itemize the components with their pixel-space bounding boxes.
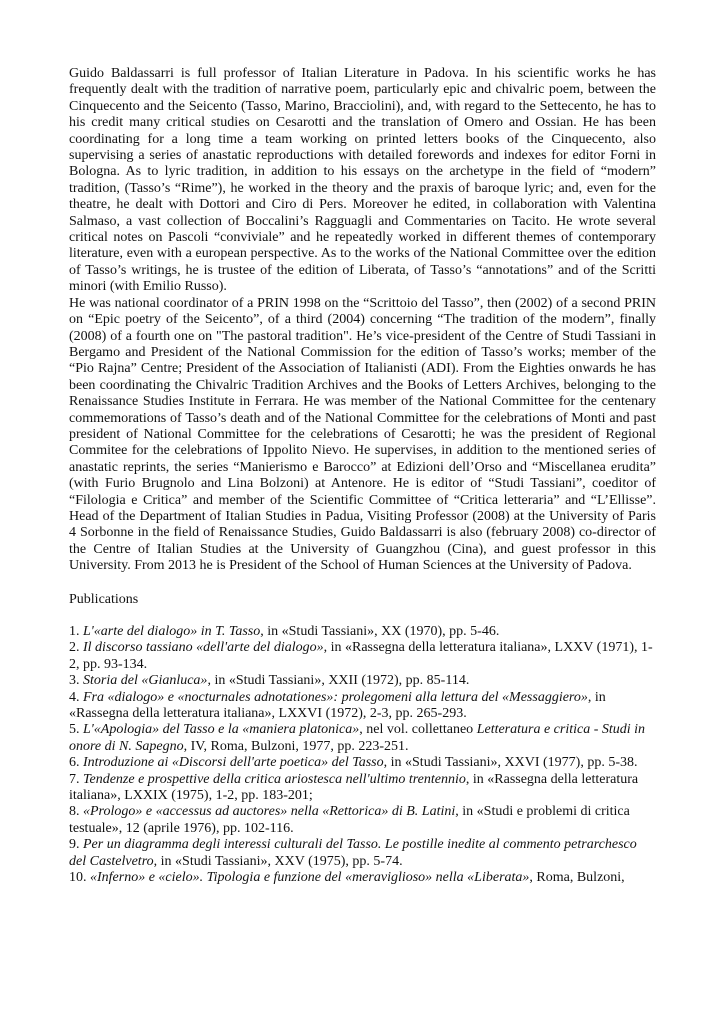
publication-title: Introduzione ai «Discorsi dell'arte poetica» del Tasso [83,755,384,771]
publication-title: «Prologo» e «accessus ad auctores» nella «Rettorica» di B. Latini [83,804,456,820]
publication-number: 5. [69,722,83,738]
publication-item [69,755,656,771]
publication-details: , in «Studi Tassiani», XXVI (1977), pp. 5-38. [383,755,638,771]
document-page [69,66,656,887]
publication-item [69,772,656,805]
publication-item [69,722,656,755]
publication-number: 4. [69,689,83,705]
publication-number: 9. [69,837,83,853]
bio-paragraph-2: He was national coordinator of a PRIN 1998 on the “Scrittoio del Tasso”, then (2002) of a second PRIN on “Epic poetry of the Seicento”, of a third (2004) concerning “The tradition of the modern”, finally (2008) of a fourth one on "The pastoral tradition". He’s vice-president of the Centre of Studi Tassiani in Bergamo and President of the National Commission for the edition of Tasso’s works; member of the “Pio Rajna” Centre; President of the Association of Italianisti (ADI). From the Eighties onwards he has been coordinating the Chivalric Tradition Archives and the Books of Letters Archives, belonging to the Renaissance Studies Institute in Ferrara. He was member of the National Committee for the centenary commemorations of Tasso’s death and of the National Committee for the celebrations of Monti and past president of National Committee for the celebrations of Cesarotti; he was the president of Regional Commitee for the celebrations of Ippolito Nievo. He supervises, in addition to the mentioned series of anastatic reprints, the series “Manierismo e Barocco” at Edizioni dell’Orso and “Miscellanea erudita” (with Furio Brugnolo and Lina Bolzoni) at Antenore. He is editor of “Studi Tassiani”, coeditor of “Filologia e Critica” and member of the Scientific Committee of “Critica letteraria” and “L’Ellisse”. Head of the Department of Italian Studies in Padua, Visiting Professor (2008) at the University of Paris 4 Sorbonne in the field of Renaissance Studies, Guido Baldassarri is also (february 2008) co-director of the Centre of Italian Studies at the University of Guangzhou (Cina), and guest professor in this University. From 2013 he is President of the School of Human Sciences at the University of Padova. [69,295,656,574]
publication-number: 1. [69,624,83,639]
publication-item [69,837,656,870]
publication-details: , nel vol. collettaneo [359,722,477,738]
publication-title: L'«arte del dialogo» in T. Tasso [83,624,261,639]
publication-number: 2. [69,640,83,656]
publication-title: L'«Apologia» del Tasso e la «maniera platonica» [83,722,360,738]
publication-title: Il discorso tassiano «dell'arte del dialogo» [83,640,324,656]
publication-title: Storia del «Gianluca» [83,673,208,689]
publication-volume-details: , IV, Roma, Bulzoni, 1977, pp. 223-251. [183,738,409,754]
publication-item [69,673,656,689]
publication-number: 6. [69,755,83,771]
publication-item [69,624,656,640]
publication-number: 7. [69,771,83,787]
publication-details: , in «Studi Tassiani», XXII (1972), pp. 85-114. [207,673,470,689]
publications-heading: Publications [69,591,139,607]
publication-title: «Inferno» e «cielo». Tipologia e funzione del «meraviglioso» nella «Liberata» [90,870,530,886]
publication-item [69,640,656,673]
publication-item [69,690,656,723]
publication-details: , Roma, Bulzoni, [529,870,625,886]
publication-details: , in «Studi Tassiani», XXV (1975), pp. 5-74. [153,853,403,869]
publication-number: 10. [69,870,90,886]
publication-number: 3. [69,673,83,689]
publication-title: Per un diagramma degli interessi culturali del Tasso. Le postille inedite al commento petrarchesco del Castelvetro [69,837,637,869]
publication-details: , in «Studi Tassiani», XX (1970), pp. 5-46. [260,624,500,639]
publication-number: 8. [69,804,83,820]
publication-details: , in «Rassegna della letteratura italiana», LXXIX (1975), 1-2, pp. 183-201; [69,771,639,804]
publication-title: Tendenze e prospettive della critica ariostesca nell'ultimo trentennio [83,771,466,787]
publication-volume-title: Letteratura e critica - Studi in onore di N. Sapegno [69,722,646,754]
publication-item [69,870,656,886]
publication-title: Fra «dialogo» e «nocturnales adnotationes»: prolegomeni alla lettura del «Messaggiero» [83,689,588,705]
publication-item [69,804,656,837]
publication-details: , in «Studi e problemi di critica testuale», 12 (aprile 1976), pp. 102-116. [69,804,630,836]
publication-details: , in «Rassegna della letteratura italiana», LXXVI (1972), 2-3, pp. 265-293. [69,689,606,722]
bio-paragraph-1: Guido Baldassarri is full professor of Italian Literature in Padova. In his scientific works he has frequently dealt with the tradition of narrative poem, particularly epic and chivalric poem, between the Cinquecento and the Seicento (Tasso, Marino, Bracciolini), and, with regard to the Settecento, he has to his credit many critical studies on Cesarotti and the translation of Omero and Ossian. He has been coordinating for a long time a team working on printed letters books of the Cinquecento, also supervising a series of anastatic reproductions with detailed forewords and indexes for editor Forni in Bologna. As to lyric tradition, in addition to his essays on the archetype in the field of “modern” tradition, (Tasso’s “Rime”), he worked in the theory and the praxis of baroque lyric; and, even for the theatre, he dealt with Dottori and Ciro di Pers. Moreover he edited, in collaboration with Valentina Salmaso, a vast collection of Boccalini’s Ragguagli and Commentaries on Tacito. He wrote several critical notes on Pascoli “conviviale” and he repeatedly worked in different themes of contemporary literature, even with a european perspective. As to the works of the National Committee over the edition of Tasso’s writings, he is trustee of the edition of Liberata, of Tasso’s “annotations” and of the Scritti minori (with Emilio Russo). [69,66,656,295]
publication-details: , in «Rassegna della letteratura italiana», LXXV (1971), 1-2, pp. 93-134. [69,640,653,672]
publications-list [69,624,656,887]
